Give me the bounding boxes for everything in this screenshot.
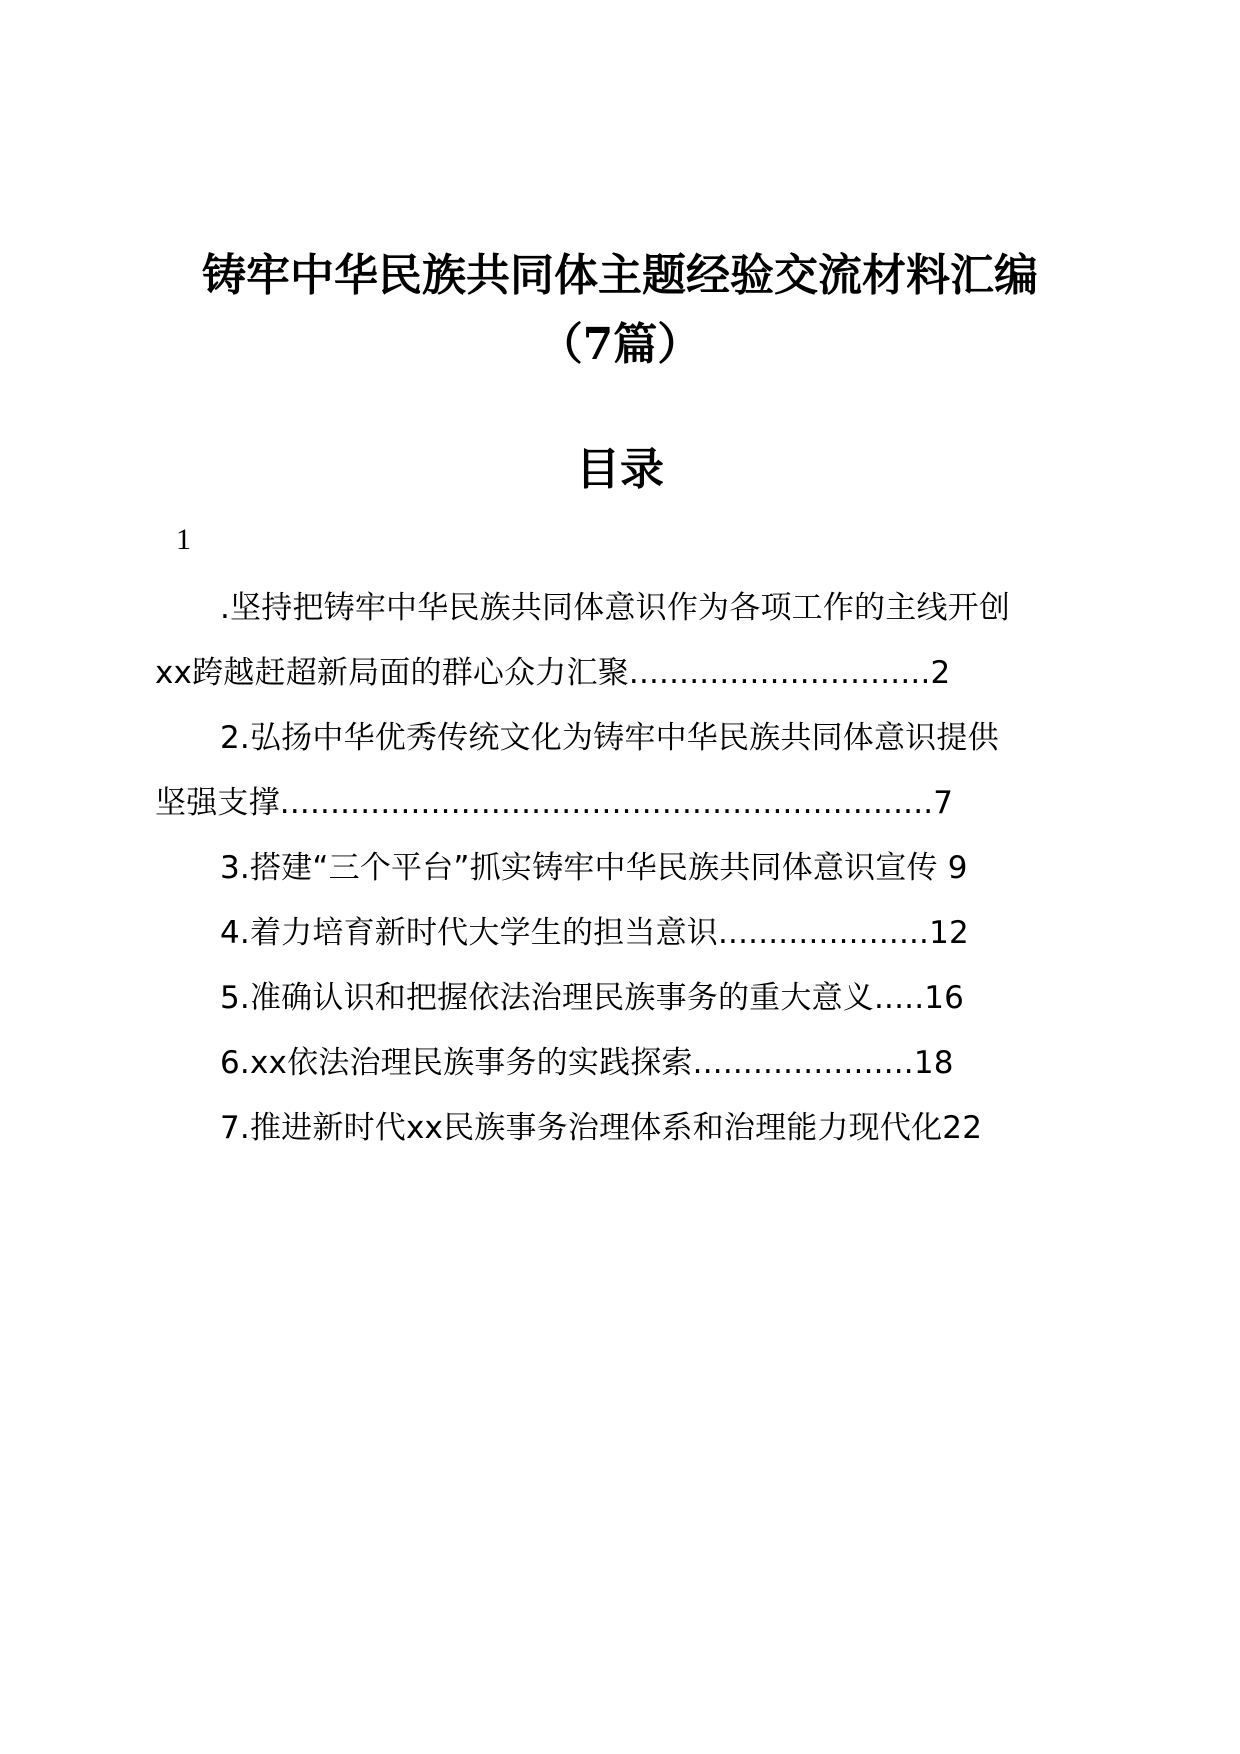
toc-entry-5[interactable] <box>155 966 1085 1031</box>
toc-entry-3-line1: 3.搭建“三个平台”抓实铸牢中华民族共同体意识宣传 9 <box>220 850 968 886</box>
toc-entry-3[interactable] <box>155 836 1085 901</box>
toc-entry-2[interactable] <box>155 706 1085 836</box>
document-title-line1: 铸牢中华民族共同体主题经验交流材料汇编 <box>202 250 1038 301</box>
toc-entry-5-line1: 5.准确认识和把握依法治理民族事务的重大意义.....16 <box>220 980 965 1016</box>
toc-entry-1-line2: xx跨越赶超新局面的群心众力汇聚..............................2 <box>155 655 951 691</box>
document-title-line2: （7篇） <box>538 319 702 370</box>
toc-entry-7-line1: 7.推进新时代xx民族事务治理体系和治理能力现代化22 <box>220 1110 983 1146</box>
table-of-contents <box>155 576 1085 1161</box>
toc-entry-1-line1: .坚持把铸牢中华民族共同体意识作为各项工作的主线开创 <box>220 590 1011 626</box>
toc-entry-2-line2: 坚强支撑.................................................................7 <box>155 785 954 821</box>
toc-entry-6-line1: 6.xx依法治理民族事务的实践探索......................18 <box>220 1045 954 1081</box>
toc-entry-2-line1: 2.弘扬中华优秀传统文化为铸牢中华民族共同体意识提供 <box>220 720 999 756</box>
stray-page-number: 1 <box>176 523 191 556</box>
toc-entry-6[interactable] <box>155 1031 1085 1096</box>
toc-entry-4-line1: 4.着力培育新时代大学生的担当意识.....................12 <box>220 915 969 951</box>
toc-entry-4[interactable] <box>155 901 1085 966</box>
toc-entry-1[interactable] <box>155 576 1085 706</box>
toc-entry-7[interactable] <box>155 1096 1085 1161</box>
toc-heading: 目录 <box>576 444 664 495</box>
